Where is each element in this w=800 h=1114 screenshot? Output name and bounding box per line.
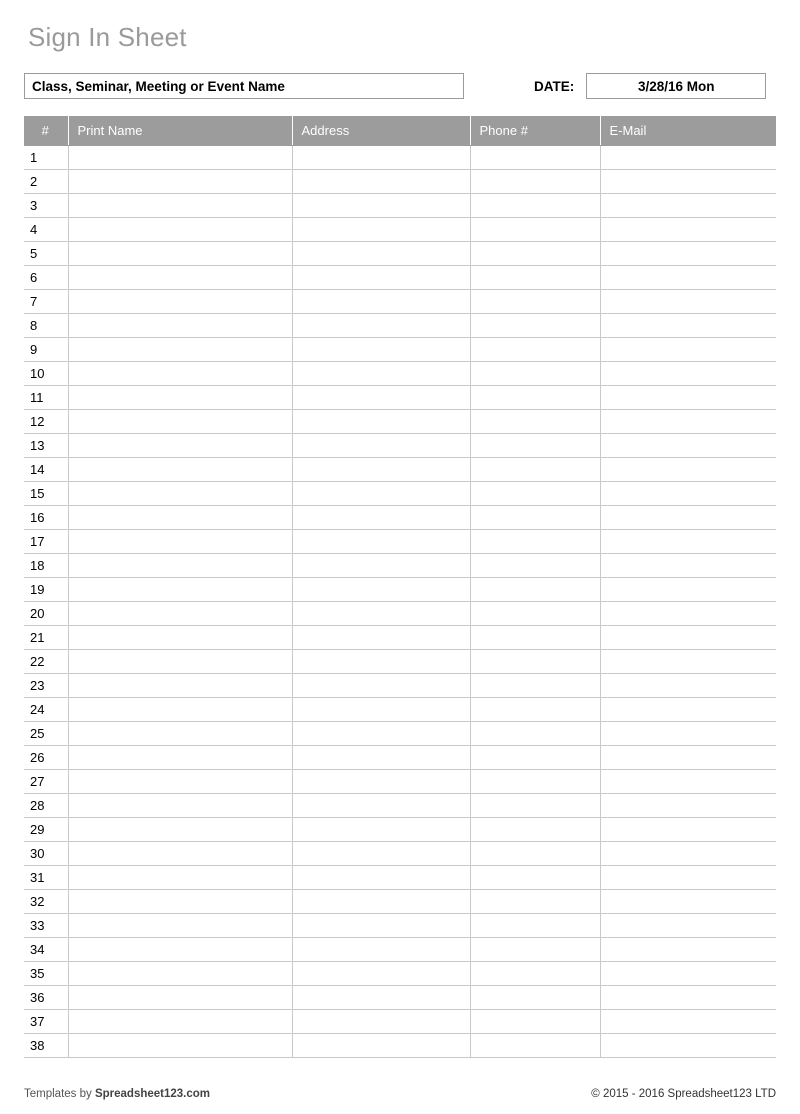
email-cell[interactable] (600, 193, 776, 217)
email-cell[interactable] (600, 889, 776, 913)
row-number-cell: 18 (24, 553, 68, 577)
row-number-cell: 7 (24, 289, 68, 313)
phone-cell[interactable] (470, 649, 600, 673)
print-name-cell[interactable] (68, 481, 292, 505)
email-cell[interactable] (600, 385, 776, 409)
phone-cell[interactable] (470, 241, 600, 265)
email-cell[interactable] (600, 769, 776, 793)
sign-in-table (24, 116, 776, 1058)
row-number-cell: 6 (24, 265, 68, 289)
table-row (24, 385, 776, 409)
row-number-cell: 1 (24, 145, 68, 169)
print-name-cell[interactable] (68, 865, 292, 889)
table-row (24, 697, 776, 721)
table-header-row (24, 116, 776, 145)
row-number-cell: 9 (24, 337, 68, 361)
phone-cell[interactable] (470, 553, 600, 577)
phone-cell[interactable] (470, 169, 600, 193)
phone-cell[interactable] (470, 217, 600, 241)
address-cell[interactable] (292, 1009, 470, 1033)
print-name-cell[interactable] (68, 313, 292, 337)
email-cell[interactable] (600, 433, 776, 457)
address-cell[interactable] (292, 553, 470, 577)
address-cell[interactable] (292, 937, 470, 961)
address-cell[interactable] (292, 385, 470, 409)
address-cell[interactable] (292, 505, 470, 529)
address-cell[interactable] (292, 817, 470, 841)
address-cell[interactable] (292, 457, 470, 481)
table-row (24, 313, 776, 337)
footer-credit (24, 1088, 210, 1100)
table-row (24, 577, 776, 601)
address-cell[interactable] (292, 433, 470, 457)
address-cell[interactable] (292, 673, 470, 697)
email-cell[interactable] (600, 529, 776, 553)
column-header-print-name: Print Name (68, 116, 292, 145)
address-cell[interactable] (292, 193, 470, 217)
phone-cell[interactable] (470, 481, 600, 505)
row-number-cell: 4 (24, 217, 68, 241)
table-body (24, 145, 776, 1057)
address-cell[interactable] (292, 985, 470, 1009)
email-cell[interactable] (600, 985, 776, 1009)
print-name-cell[interactable] (68, 457, 292, 481)
email-cell[interactable] (600, 649, 776, 673)
row-number-cell: 26 (24, 745, 68, 769)
row-number-cell: 24 (24, 697, 68, 721)
table-row (24, 265, 776, 289)
row-number-cell: 8 (24, 313, 68, 337)
table-row (24, 433, 776, 457)
print-name-cell[interactable] (68, 529, 292, 553)
row-number-cell: 32 (24, 889, 68, 913)
phone-cell[interactable] (470, 793, 600, 817)
phone-cell[interactable] (470, 313, 600, 337)
print-name-cell[interactable] (68, 817, 292, 841)
phone-cell[interactable] (470, 145, 600, 169)
table-row (24, 409, 776, 433)
print-name-cell[interactable] (68, 433, 292, 457)
print-name-cell[interactable] (68, 937, 292, 961)
row-number-cell: 27 (24, 769, 68, 793)
phone-cell[interactable] (470, 721, 600, 745)
table-row (24, 1009, 776, 1033)
row-number-cell: 19 (24, 577, 68, 601)
email-cell[interactable] (600, 241, 776, 265)
phone-cell[interactable] (470, 769, 600, 793)
address-cell[interactable] (292, 1033, 470, 1057)
address-cell[interactable] (292, 217, 470, 241)
phone-cell[interactable] (470, 385, 600, 409)
phone-cell[interactable] (470, 745, 600, 769)
address-cell[interactable] (292, 241, 470, 265)
table-row (24, 865, 776, 889)
print-name-cell[interactable] (68, 385, 292, 409)
table-row (24, 337, 776, 361)
phone-cell[interactable] (470, 361, 600, 385)
table-row (24, 937, 776, 961)
email-cell[interactable] (600, 553, 776, 577)
address-cell[interactable] (292, 577, 470, 601)
address-cell[interactable] (292, 649, 470, 673)
address-cell[interactable] (292, 769, 470, 793)
address-cell[interactable] (292, 865, 470, 889)
column-header-phone: Phone # (470, 116, 600, 145)
address-cell[interactable] (292, 889, 470, 913)
print-name-cell[interactable] (68, 673, 292, 697)
table-row (24, 457, 776, 481)
table-row (24, 241, 776, 265)
address-cell[interactable] (292, 601, 470, 625)
row-number-cell: 10 (24, 361, 68, 385)
phone-cell[interactable] (470, 529, 600, 553)
phone-cell[interactable] (470, 697, 600, 721)
print-name-cell[interactable] (68, 241, 292, 265)
table-row (24, 529, 776, 553)
table-row (24, 817, 776, 841)
table-row (24, 793, 776, 817)
date-group (534, 73, 766, 99)
print-name-cell[interactable] (68, 193, 292, 217)
email-cell[interactable] (600, 745, 776, 769)
page-footer (24, 1088, 776, 1100)
table-row (24, 985, 776, 1009)
print-name-cell[interactable] (68, 769, 292, 793)
table-row (24, 481, 776, 505)
footer-copyright: © 2015 - 2016 Spreadsheet123 LTD (591, 1088, 776, 1100)
address-cell[interactable] (292, 745, 470, 769)
address-cell[interactable] (292, 529, 470, 553)
row-number-cell: 22 (24, 649, 68, 673)
email-cell[interactable] (600, 265, 776, 289)
email-cell[interactable] (600, 961, 776, 985)
row-number-cell: 29 (24, 817, 68, 841)
print-name-cell[interactable] (68, 1033, 292, 1057)
print-name-cell[interactable] (68, 337, 292, 361)
email-cell[interactable] (600, 913, 776, 937)
footer-credit-prefix: Templates by (24, 1088, 95, 1100)
print-name-cell[interactable] (68, 361, 292, 385)
email-cell[interactable] (600, 601, 776, 625)
email-cell[interactable] (600, 697, 776, 721)
address-cell[interactable] (292, 913, 470, 937)
row-number-cell: 11 (24, 385, 68, 409)
address-cell[interactable] (292, 409, 470, 433)
event-name-value: Class, Seminar, Meeting or Event Name (32, 78, 285, 94)
phone-cell[interactable] (470, 289, 600, 313)
print-name-cell[interactable] (68, 145, 292, 169)
row-number-cell: 21 (24, 625, 68, 649)
row-number-cell: 14 (24, 457, 68, 481)
table-row (24, 625, 776, 649)
address-cell[interactable] (292, 289, 470, 313)
address-cell[interactable] (292, 721, 470, 745)
row-number-cell: 17 (24, 529, 68, 553)
row-number-cell: 28 (24, 793, 68, 817)
email-cell[interactable] (600, 409, 776, 433)
table-row (24, 889, 776, 913)
table-row (24, 721, 776, 745)
phone-cell[interactable] (470, 841, 600, 865)
address-cell[interactable] (292, 145, 470, 169)
print-name-cell[interactable] (68, 841, 292, 865)
page-title: Sign In Sheet (28, 22, 187, 52)
phone-cell[interactable] (470, 937, 600, 961)
row-number-cell: 15 (24, 481, 68, 505)
date-field[interactable] (586, 73, 766, 99)
email-cell[interactable] (600, 337, 776, 361)
print-name-cell[interactable] (68, 625, 292, 649)
phone-cell[interactable] (470, 817, 600, 841)
row-number-cell: 13 (24, 433, 68, 457)
email-cell[interactable] (600, 361, 776, 385)
table-row (24, 769, 776, 793)
print-name-cell[interactable] (68, 1009, 292, 1033)
row-number-cell: 38 (24, 1033, 68, 1057)
row-number-cell: 3 (24, 193, 68, 217)
email-cell[interactable] (600, 505, 776, 529)
address-cell[interactable] (292, 361, 470, 385)
row-number-cell: 12 (24, 409, 68, 433)
print-name-cell[interactable] (68, 793, 292, 817)
address-cell[interactable] (292, 481, 470, 505)
print-name-cell[interactable] (68, 409, 292, 433)
row-number-cell: 5 (24, 241, 68, 265)
address-cell[interactable] (292, 841, 470, 865)
phone-cell[interactable] (470, 577, 600, 601)
email-cell[interactable] (600, 1033, 776, 1057)
print-name-cell[interactable] (68, 553, 292, 577)
phone-cell[interactable] (470, 961, 600, 985)
row-number-cell: 20 (24, 601, 68, 625)
phone-cell[interactable] (470, 433, 600, 457)
row-number-cell: 16 (24, 505, 68, 529)
email-cell[interactable] (600, 817, 776, 841)
phone-cell[interactable] (470, 193, 600, 217)
print-name-cell[interactable] (68, 649, 292, 673)
address-cell[interactable] (292, 961, 470, 985)
phone-cell[interactable] (470, 457, 600, 481)
email-cell[interactable] (600, 217, 776, 241)
phone-cell[interactable] (470, 985, 600, 1009)
address-cell[interactable] (292, 625, 470, 649)
print-name-cell[interactable] (68, 265, 292, 289)
email-cell[interactable] (600, 721, 776, 745)
address-cell[interactable] (292, 169, 470, 193)
table-row (24, 841, 776, 865)
print-name-cell[interactable] (68, 961, 292, 985)
row-number-cell: 2 (24, 169, 68, 193)
address-cell[interactable] (292, 793, 470, 817)
address-cell[interactable] (292, 337, 470, 361)
phone-cell[interactable] (470, 409, 600, 433)
row-number-cell: 31 (24, 865, 68, 889)
email-cell[interactable] (600, 145, 776, 169)
table-row (24, 553, 776, 577)
email-cell[interactable] (600, 673, 776, 697)
print-name-cell[interactable] (68, 577, 292, 601)
email-cell[interactable] (600, 937, 776, 961)
print-name-cell[interactable] (68, 601, 292, 625)
phone-cell[interactable] (470, 865, 600, 889)
email-cell[interactable] (600, 577, 776, 601)
table-row (24, 1033, 776, 1057)
table-row (24, 193, 776, 217)
print-name-cell[interactable] (68, 721, 292, 745)
email-cell[interactable] (600, 457, 776, 481)
table-row (24, 745, 776, 769)
table-row (24, 961, 776, 985)
table-row (24, 649, 776, 673)
column-header-email: E-Mail (600, 116, 776, 145)
email-cell[interactable] (600, 481, 776, 505)
print-name-cell[interactable] (68, 505, 292, 529)
column-header-number: # (24, 116, 68, 145)
row-number-cell: 33 (24, 913, 68, 937)
table-row (24, 217, 776, 241)
row-number-cell: 25 (24, 721, 68, 745)
phone-cell[interactable] (470, 601, 600, 625)
address-cell[interactable] (292, 265, 470, 289)
print-name-cell[interactable] (68, 913, 292, 937)
phone-cell[interactable] (470, 913, 600, 937)
row-number-cell: 35 (24, 961, 68, 985)
email-cell[interactable] (600, 793, 776, 817)
print-name-cell[interactable] (68, 217, 292, 241)
table-row (24, 673, 776, 697)
print-name-cell[interactable] (68, 289, 292, 313)
table-row (24, 169, 776, 193)
email-cell[interactable] (600, 865, 776, 889)
phone-cell[interactable] (470, 505, 600, 529)
phone-cell[interactable] (470, 337, 600, 361)
print-name-cell[interactable] (68, 985, 292, 1009)
phone-cell[interactable] (470, 265, 600, 289)
event-name-field[interactable] (24, 73, 464, 99)
table-row (24, 505, 776, 529)
phone-cell[interactable] (470, 625, 600, 649)
table-row (24, 913, 776, 937)
address-cell[interactable] (292, 697, 470, 721)
row-number-cell: 30 (24, 841, 68, 865)
phone-cell[interactable] (470, 1009, 600, 1033)
email-cell[interactable] (600, 289, 776, 313)
phone-cell[interactable] (470, 673, 600, 697)
table-header (24, 116, 776, 145)
date-value: 3/28/16 Mon (637, 78, 715, 94)
print-name-cell[interactable] (68, 169, 292, 193)
row-number-cell: 36 (24, 985, 68, 1009)
date-label: DATE: (534, 78, 575, 94)
row-number-cell: 34 (24, 937, 68, 961)
phone-cell[interactable] (470, 889, 600, 913)
print-name-cell[interactable] (68, 745, 292, 769)
table-row (24, 145, 776, 169)
row-number-cell: 37 (24, 1009, 68, 1033)
table-row (24, 289, 776, 313)
phone-cell[interactable] (470, 1033, 600, 1057)
email-cell[interactable] (600, 169, 776, 193)
form-header-row (24, 73, 776, 99)
print-name-cell[interactable] (68, 697, 292, 721)
email-cell[interactable] (600, 313, 776, 337)
table-row (24, 361, 776, 385)
row-number-cell: 23 (24, 673, 68, 697)
column-header-address: Address (292, 116, 470, 145)
email-cell[interactable] (600, 1009, 776, 1033)
table-row (24, 601, 776, 625)
footer-brand-link[interactable]: Spreadsheet123.com (94, 1088, 211, 1100)
print-name-cell[interactable] (68, 889, 292, 913)
address-cell[interactable] (292, 313, 470, 337)
email-cell[interactable] (600, 625, 776, 649)
email-cell[interactable] (600, 841, 776, 865)
